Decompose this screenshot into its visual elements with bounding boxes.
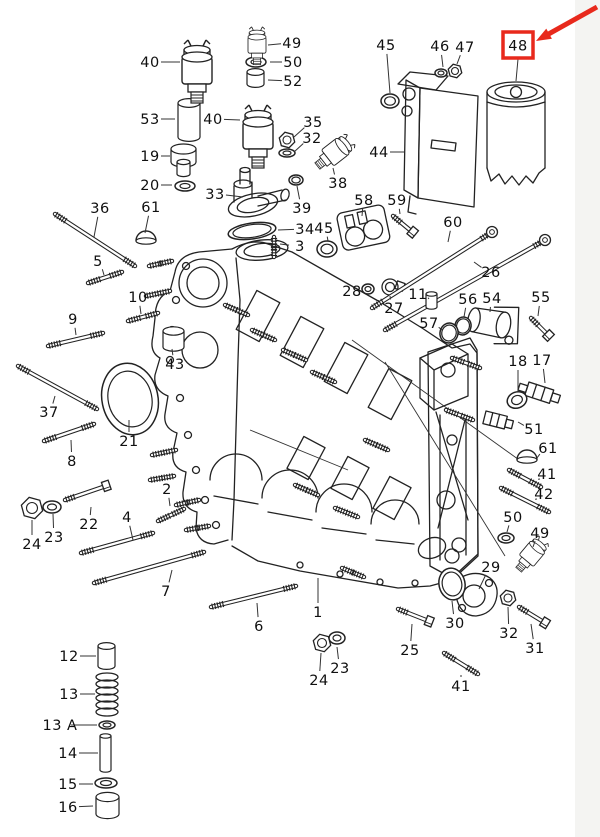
stud	[283, 348, 306, 362]
part-callout: 53	[140, 112, 160, 128]
part-callout: 40	[203, 112, 223, 128]
cylinder-part	[178, 99, 200, 142]
leader-line	[90, 507, 91, 515]
cyl-body	[100, 736, 111, 770]
cyl-top	[98, 643, 115, 650]
part-callout: 36	[90, 201, 110, 217]
part-callout: 32	[499, 626, 519, 642]
leader-line	[516, 59, 518, 81]
part-callout: 45	[376, 38, 396, 54]
nut-body	[279, 132, 294, 147]
part-callout: 29	[481, 560, 501, 576]
hex-bolt	[65, 480, 111, 502]
pressure-sensor	[243, 105, 273, 168]
part-callout: 1	[313, 605, 323, 621]
sensor-shoulder	[243, 117, 273, 127]
sensor-hex	[252, 53, 263, 58]
stud	[158, 507, 184, 523]
part-callout: 46	[430, 39, 450, 55]
sensor-shoulder	[182, 52, 212, 62]
part-callout: 41	[537, 467, 557, 483]
part-callout: 42	[534, 487, 554, 503]
part-callout: 13	[59, 687, 79, 703]
cyl-top	[247, 69, 264, 76]
part-callout: 24	[22, 537, 42, 553]
stud	[18, 364, 97, 411]
pressure-sensor	[182, 40, 212, 103]
part-callout: 40	[140, 55, 160, 71]
part-callout: 18	[508, 354, 528, 370]
ring-outer	[435, 69, 447, 77]
hex-bolt	[519, 605, 551, 629]
part-callout: 49	[530, 526, 550, 542]
stud	[225, 303, 248, 317]
fitting-51	[483, 411, 514, 431]
ring-outer	[99, 721, 115, 729]
seal-ring	[95, 778, 117, 788]
part-callout: 14	[58, 746, 78, 762]
stud	[335, 506, 358, 520]
part-callout: 50	[283, 55, 303, 71]
flange-bore	[179, 259, 227, 307]
part-callout: 39	[292, 201, 312, 217]
stud	[128, 310, 158, 323]
stud	[94, 549, 204, 585]
part-callout: 54	[482, 291, 502, 307]
leader-line	[94, 217, 98, 237]
leader-line	[278, 229, 294, 230]
stud	[365, 438, 388, 452]
ring-outer	[317, 241, 337, 257]
part-callout: 8	[67, 454, 77, 470]
leader-line	[297, 186, 300, 199]
part-callout: 59	[387, 193, 407, 209]
stud	[444, 651, 479, 676]
cylinder-part	[247, 69, 264, 88]
shaft-core	[509, 470, 541, 487]
part-callout: 37	[39, 405, 59, 421]
shaft-core	[393, 216, 410, 230]
leader-line	[531, 624, 533, 639]
ring-outer	[279, 149, 295, 157]
part-callout: 34	[295, 222, 315, 238]
flange-inner-edge	[232, 258, 240, 540]
shaft-core	[18, 366, 97, 409]
part-callout: 61	[538, 441, 558, 457]
part-callout: 4	[122, 510, 132, 526]
bolt-head	[101, 480, 111, 491]
part-callout: 9	[68, 312, 78, 328]
leader-line	[53, 396, 55, 404]
seal-ring	[43, 501, 61, 513]
part-callout: 49	[282, 36, 302, 52]
ring-outer	[329, 632, 345, 644]
part-callout: 22	[79, 517, 99, 533]
dome-base	[136, 238, 156, 244]
part-callout: 33	[205, 187, 225, 203]
stud	[211, 583, 296, 609]
stud	[88, 270, 122, 286]
ring-outer	[95, 778, 117, 788]
hex-nut	[313, 634, 330, 651]
leader-line	[79, 806, 93, 807]
stud-nut	[540, 235, 551, 246]
shaft-core	[444, 653, 478, 674]
part-callout: 16	[58, 800, 78, 816]
end-face	[420, 338, 478, 578]
part-callout: 41	[451, 679, 471, 695]
flange-bolt-holes	[167, 263, 220, 529]
shaft-core	[88, 272, 122, 283]
cyl-body	[178, 103, 200, 137]
seal-ring	[329, 632, 345, 644]
part-callout: 10	[128, 290, 148, 306]
stud	[446, 408, 473, 423]
seal-ring	[279, 149, 295, 157]
cylinder-part	[163, 327, 184, 351]
stud	[81, 530, 153, 555]
ring-outer	[498, 533, 514, 543]
leader-line	[538, 306, 539, 316]
shaft-core	[44, 424, 94, 441]
part-callout: 27	[384, 301, 404, 317]
bolt-head	[424, 616, 434, 627]
part-callout: 7	[161, 584, 171, 600]
ring-outer	[95, 358, 165, 440]
ring-outer	[175, 181, 195, 191]
dome-plug	[136, 231, 156, 244]
part-callout: 30	[445, 616, 465, 632]
part-callout: 26	[481, 265, 501, 281]
part-callout: 45	[314, 221, 334, 237]
nut-body	[313, 634, 330, 651]
stud	[312, 370, 335, 384]
oil-cooler-44	[398, 72, 478, 214]
hex-nut	[448, 64, 462, 78]
shaft-core	[65, 487, 103, 500]
leader-line	[320, 653, 321, 671]
cyl-top	[177, 159, 190, 164]
part-callout: 6	[254, 619, 264, 635]
leader-line	[452, 601, 454, 614]
hex-nut	[21, 497, 42, 518]
dome-base	[517, 457, 537, 463]
seal-ring	[498, 533, 514, 543]
part-callout: 55	[531, 290, 551, 306]
sensor-shoulder	[248, 34, 266, 40]
hex-nut	[500, 590, 515, 605]
leader-line	[387, 54, 390, 93]
part-callout: 19	[140, 149, 160, 165]
part-callout: 50	[503, 510, 523, 526]
cyl-top	[96, 792, 119, 801]
leader-line	[411, 624, 412, 641]
leader-line	[390, 296, 391, 299]
stud	[149, 258, 172, 268]
leader-line	[457, 55, 460, 64]
stud	[452, 356, 480, 371]
leader-line	[448, 231, 450, 242]
leader-line	[333, 168, 335, 174]
sensor-hex	[249, 149, 267, 157]
nut-body	[500, 590, 515, 605]
part-callout: 23	[44, 530, 64, 546]
dome-plug	[517, 450, 537, 463]
hex-bolt	[392, 215, 418, 239]
part-callout: 58	[354, 193, 374, 209]
flange-bore-inner	[187, 267, 219, 299]
oil-pipe-33	[226, 168, 290, 221]
spring-13	[96, 673, 118, 716]
cyl-top	[171, 144, 196, 154]
leader-line	[362, 209, 363, 216]
shaft-core	[94, 552, 204, 583]
leader-line	[257, 603, 258, 617]
part-callout: 21	[119, 434, 139, 450]
cyl-top	[100, 734, 111, 738]
part-callout: 31	[525, 641, 545, 657]
part-callout: 56	[458, 292, 478, 308]
ring-outer	[43, 501, 61, 513]
hex-nut	[279, 132, 294, 147]
leader-line	[53, 514, 54, 528]
shaft-core	[211, 586, 296, 607]
part-callout: 61	[141, 200, 161, 216]
cylinder-part	[96, 792, 119, 818]
part-callout: 57	[419, 316, 439, 332]
part-callout: 51	[524, 422, 544, 438]
part-callout: 25	[400, 643, 420, 659]
part-callout: 52	[283, 74, 303, 90]
part-callout: 24	[309, 673, 329, 689]
leader-line	[508, 607, 509, 624]
seal-ring	[227, 220, 277, 243]
leader-line	[169, 570, 172, 582]
leader-line	[337, 647, 338, 659]
part-callout: 32	[302, 131, 322, 147]
seal-ring	[381, 94, 399, 108]
part-callout: 20	[140, 178, 160, 194]
stud	[44, 422, 94, 444]
shaft-core	[81, 533, 153, 553]
part-callout: 35	[303, 115, 323, 131]
seal-ring	[362, 284, 374, 294]
cylinder-part	[98, 643, 115, 670]
cylinder-spigot	[235, 237, 289, 262]
part-callout: 38	[328, 176, 348, 192]
sensor-hex	[188, 84, 206, 92]
leader-line	[507, 525, 509, 532]
leader-line	[268, 80, 282, 81]
leader-line	[442, 55, 443, 67]
part-callout: 3	[295, 239, 305, 255]
part-callout: 17	[532, 353, 552, 369]
hex-bolt	[398, 607, 434, 627]
leader-line	[518, 422, 524, 425]
part-callout: 60	[443, 215, 463, 231]
highlighted-part-number: 48	[508, 38, 528, 55]
seal-ring	[289, 175, 303, 185]
ring-outer	[381, 94, 399, 108]
stud-bosses	[236, 290, 412, 519]
cylinder-part	[100, 734, 111, 772]
seal-ring	[175, 181, 195, 191]
part-callout: 23	[330, 661, 350, 677]
stud	[342, 566, 364, 580]
part-callout: 12	[59, 649, 79, 665]
leader-line	[268, 44, 281, 45]
console-58	[336, 204, 391, 251]
leader-line	[140, 306, 141, 314]
highlight-arrow-head	[536, 29, 552, 41]
leader-line	[75, 328, 76, 335]
part-callout: 28	[342, 284, 362, 300]
part-callout: 13 A	[42, 718, 78, 734]
cyl-top	[163, 327, 184, 335]
part-callout: 2	[162, 482, 172, 498]
seal-ring	[95, 358, 165, 440]
leader-line	[224, 119, 240, 120]
leader-line	[479, 575, 486, 589]
crankcase-art	[152, 237, 522, 588]
stud	[186, 523, 209, 533]
part-callout: 44	[369, 145, 389, 161]
hex-bolt	[530, 317, 554, 341]
shaft-core	[531, 318, 546, 333]
seal-ring	[99, 721, 115, 729]
leader-line	[399, 209, 400, 214]
leader-line	[464, 308, 466, 317]
part-callout: 47	[455, 40, 475, 56]
oil-filter-48	[487, 82, 545, 185]
nut-body	[448, 64, 462, 78]
part-callout: 5	[93, 254, 103, 270]
seal-ring	[317, 241, 337, 257]
leader-line	[280, 244, 289, 245]
stud-nut	[487, 227, 498, 238]
part-callout: 11	[408, 287, 428, 303]
seal-ring	[435, 69, 447, 77]
page-edge-strip	[575, 0, 600, 837]
bottom-flange	[297, 534, 459, 586]
stud	[146, 288, 170, 298]
stud	[271, 237, 277, 257]
ring-outer	[362, 284, 374, 294]
cylinder-part	[177, 159, 190, 176]
leader-line	[169, 498, 170, 506]
part-callout: 15	[58, 777, 78, 793]
part-callout: 43	[165, 357, 185, 373]
leader-line	[543, 369, 545, 383]
flange-lower-bore	[182, 332, 218, 368]
nut-body	[21, 497, 42, 518]
leader-line	[102, 269, 104, 275]
